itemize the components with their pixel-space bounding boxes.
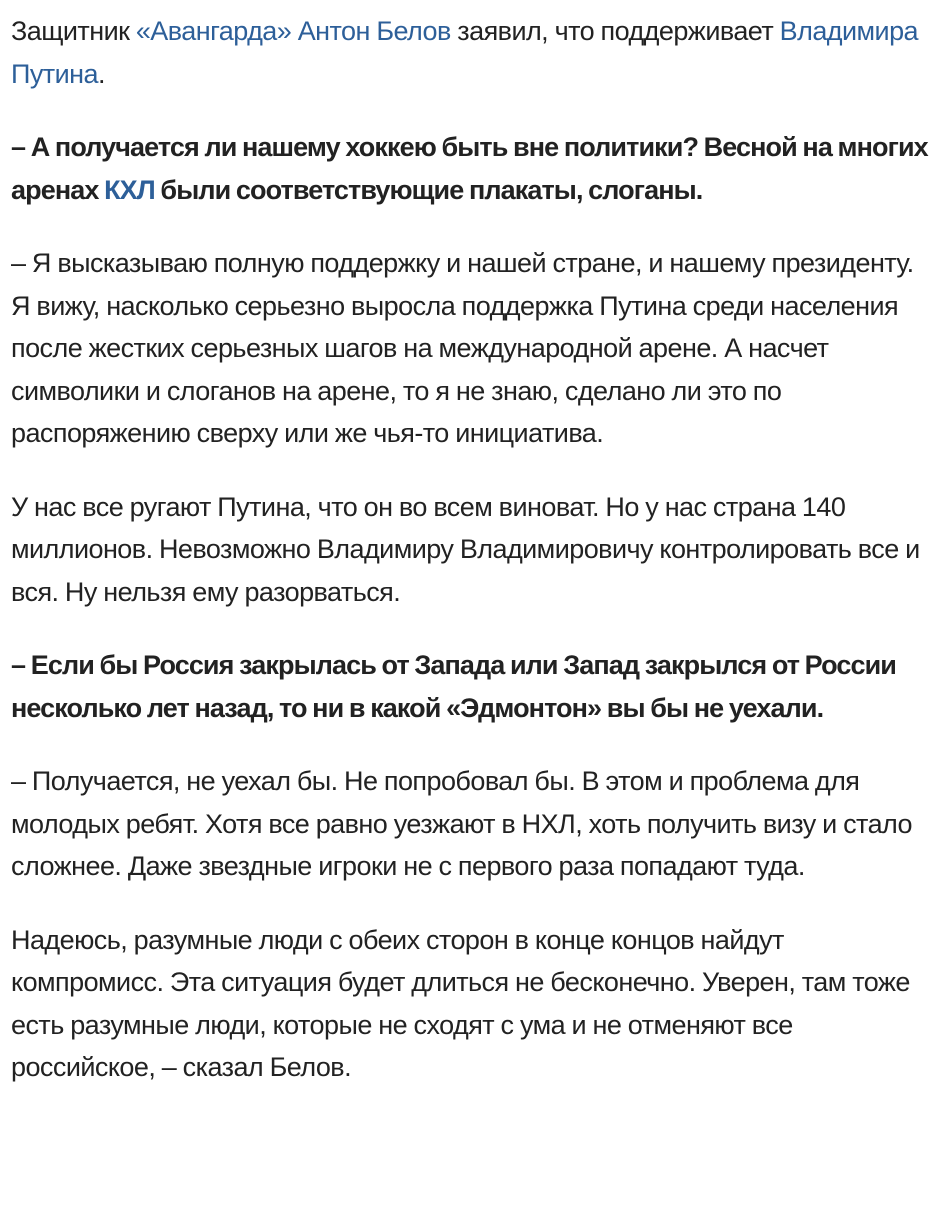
answer-paragraph-2: – Получается, не уехал бы. Не попробовал бы. В этом и проблема для молодых ребят. Хотя все равно уезжают в НХЛ, хоть получить визу и стало сложнее. Даже звездные игроки не с первого раза попадают туда. [11, 766, 913, 881]
team-link-avangard[interactable]: «Авангарда» [135, 16, 292, 46]
question1-prefix: – А получается ли нашему хоккею быть вне политики? Весной на многих аренах [11, 132, 928, 205]
intro-middle: заявил, что поддерживает [450, 16, 780, 46]
league-link-khl[interactable]: КХЛ [104, 174, 155, 205]
intro-suffix: . [97, 58, 105, 89]
answer-paragraph-2-continued: Надеюсь, разумные люди с обеих сторон в конце концов найдут компромисс. Эта ситуация будет длиться не бесконечно. Уверен, там тоже есть разумные люди, которые не сходят с ума и не отменяют все российское, – сказал Белов. [11, 924, 910, 1082]
answer-paragraph-1-continued: У нас все ругают Путина, что он во всем виноват. Но у нас страна 140 миллионов. Невозможно Владимиру Владимировичу контролировать все и вся. Ну нельзя ему разорваться. [11, 491, 920, 607]
player-link-anton-belov[interactable]: Антон Белов [297, 16, 451, 46]
person-link-vladimir-putin[interactable]: Владимира Путина [11, 16, 918, 89]
question-paragraph-1 [11, 126, 939, 211]
intro-prefix: Защитник [11, 16, 136, 46]
intro-paragraph [11, 10, 939, 95]
question-paragraph-2: – Если бы Россия закрылась от Запада или Запад закрылся от России несколько лет назад, то ни в какой «Эдмонтон» вы бы не уехали. [11, 650, 896, 723]
question1-suffix: были соответствующие плакаты, слоганы. [154, 174, 703, 205]
answer-paragraph-1: – Я высказываю полную поддержку и нашей стране, и нашему президенту. Я вижу, насколько серьезно выросла поддержка Путина среди населения после жестких серьезных шагов на международной арене. А насчет символики и слоганов на арене, то я не знаю, сделано ли это по распоряжению сверху или же чья-то инициатива. [11, 248, 914, 448]
